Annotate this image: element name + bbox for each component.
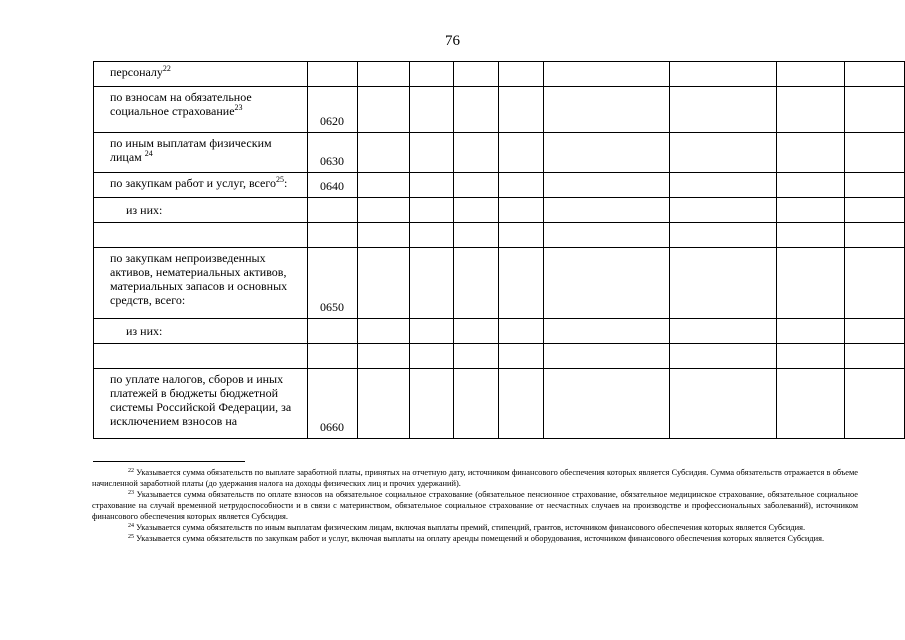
value-cell (410, 248, 454, 319)
footnote-ref: 22 (162, 64, 171, 73)
row-label-text: по закупкам работ и услуг, всего (110, 176, 276, 190)
value-cell (410, 344, 454, 369)
table-body (94, 62, 905, 439)
value-cell (454, 198, 499, 223)
value-cell (454, 87, 499, 133)
footnote (92, 467, 858, 489)
table-row (94, 173, 905, 198)
row-code (308, 198, 358, 223)
value-cell (499, 133, 544, 173)
value-cell (544, 319, 670, 344)
table-row (94, 62, 905, 87)
value-cell (544, 248, 670, 319)
value-cell (670, 344, 777, 369)
row-label-text: по уплате налогов, сборов и иных платежей в бюджеты бюджетной системы Российской Федерации, за исключением взносов на (110, 372, 292, 428)
value-cell (454, 319, 499, 344)
row-code (308, 344, 358, 369)
table-row (94, 87, 905, 133)
row-label (94, 173, 308, 198)
value-cell (670, 319, 777, 344)
row-code: 0640 (308, 173, 358, 198)
value-cell (358, 369, 410, 439)
value-cell (670, 198, 777, 223)
value-cell (845, 133, 905, 173)
footnote-separator (93, 461, 245, 462)
value-cell (544, 369, 670, 439)
footnote-text: Указывается сумма обязательств по закупкам работ и услуг, включая выплаты на оплату аренды помещений и оборудования, источником финансового обеспечения которых является Субсидия. (136, 534, 825, 543)
value-cell (670, 248, 777, 319)
table-row (94, 223, 905, 248)
value-cell (454, 248, 499, 319)
table-row (94, 133, 905, 173)
row-label-text: по взносам на обязательное социальное страхование (110, 90, 252, 118)
row-label-text: по закупкам непроизведенных активов, нематериальных активов, материальных запасов и основных средств, всего: (110, 251, 288, 307)
row-label-text: персоналу (110, 65, 163, 79)
value-cell (845, 198, 905, 223)
value-cell (410, 62, 454, 87)
footnote-number: 22 (128, 468, 134, 474)
table-row (94, 198, 905, 223)
footnote (92, 533, 858, 544)
value-cell (544, 223, 670, 248)
row-label (94, 248, 308, 319)
value-cell (358, 198, 410, 223)
row-label (94, 198, 308, 223)
table-row (94, 369, 905, 439)
row-label-suffix: : (283, 176, 288, 190)
value-cell (499, 62, 544, 87)
value-cell (358, 173, 410, 198)
value-cell (670, 133, 777, 173)
value-cell (454, 133, 499, 173)
value-cell (544, 173, 670, 198)
report-table (93, 61, 905, 439)
value-cell (845, 87, 905, 133)
row-label (94, 223, 308, 248)
row-code (308, 62, 358, 87)
row-label (94, 133, 308, 173)
value-cell (410, 173, 454, 198)
value-cell (777, 248, 845, 319)
footnote-ref: 23 (234, 103, 243, 112)
value-cell (410, 198, 454, 223)
footnote-number: 24 (128, 523, 134, 529)
row-label (94, 319, 308, 344)
value-cell (410, 223, 454, 248)
value-cell (544, 87, 670, 133)
value-cell (777, 223, 845, 248)
row-code: 0660 (308, 369, 358, 439)
value-cell (670, 87, 777, 133)
value-cell (499, 198, 544, 223)
value-cell (410, 87, 454, 133)
value-cell (845, 369, 905, 439)
row-label-text: из них: (126, 203, 163, 217)
value-cell (670, 62, 777, 87)
value-cell (845, 344, 905, 369)
value-cell (777, 173, 845, 198)
value-cell (845, 319, 905, 344)
value-cell (454, 173, 499, 198)
footnote-number: 25 (128, 534, 134, 540)
value-cell (454, 62, 499, 87)
table-row (94, 319, 905, 344)
row-code: 0620 (308, 87, 358, 133)
footnote (92, 522, 858, 533)
value-cell (670, 223, 777, 248)
value-cell (358, 248, 410, 319)
value-cell (499, 369, 544, 439)
row-label-text: из них: (126, 324, 163, 338)
footnotes (92, 467, 858, 544)
table-row (94, 344, 905, 369)
value-cell (544, 344, 670, 369)
value-cell (499, 319, 544, 344)
footnote-text: Указывается сумма обязательств по иным выплатам физическим лицам, включая выплаты премий, стипендий, грантов, источником финансового обеспечения которых является Субсидия. (136, 523, 806, 532)
value-cell (358, 62, 410, 87)
value-cell (499, 223, 544, 248)
value-cell (670, 369, 777, 439)
value-cell (670, 173, 777, 198)
row-label-text: по иным выплатам физическим лицам (110, 136, 272, 164)
row-label (94, 344, 308, 369)
footnote-text: Указывается сумма обязательств по выплате заработной платы, принятых на отчетную дату, источником финансового обеспечения которых является Субсидия. Сумма обязательств отражается в объеме начисленной заработной платы (до удержания налога на доходы физических лиц и прочих удержаний). (92, 468, 859, 488)
value-cell (777, 369, 845, 439)
value-cell (358, 133, 410, 173)
value-cell (777, 87, 845, 133)
value-cell (358, 319, 410, 344)
value-cell (499, 248, 544, 319)
value-cell (410, 133, 454, 173)
value-cell (358, 344, 410, 369)
value-cell (777, 319, 845, 344)
row-label (94, 62, 308, 87)
value-cell (499, 87, 544, 133)
value-cell (845, 62, 905, 87)
value-cell (410, 369, 454, 439)
row-label (94, 87, 308, 133)
footnote-text: Указывается сумма обязательств по оплате взносов на обязательное социальное страхование (обязательное пенсионное страхование, обязательное медицинское страхование, обязательное социальное страхование на случай временной нетрудоспособности и в связи с материнством, обязательное социальное страхование от несчастных случаев на производстве и профессиональных заболеваний), источником финансового обеспечения которых является Субсидия. (92, 490, 859, 521)
value-cell (777, 198, 845, 223)
footnote-ref: 24 (144, 149, 153, 158)
table-row (94, 248, 905, 319)
footnote-number: 23 (128, 490, 134, 496)
value-cell (544, 62, 670, 87)
value-cell (358, 87, 410, 133)
value-cell (410, 319, 454, 344)
row-code: 0650 (308, 248, 358, 319)
footnote (92, 489, 858, 522)
value-cell (777, 62, 845, 87)
row-code: 0630 (308, 133, 358, 173)
value-cell (544, 133, 670, 173)
row-label (94, 369, 308, 439)
value-cell (544, 198, 670, 223)
value-cell (777, 133, 845, 173)
value-cell (845, 173, 905, 198)
value-cell (358, 223, 410, 248)
value-cell (777, 344, 845, 369)
row-code (308, 319, 358, 344)
value-cell (845, 223, 905, 248)
value-cell (499, 344, 544, 369)
value-cell (499, 173, 544, 198)
value-cell (454, 223, 499, 248)
value-cell (845, 248, 905, 319)
page-number: 76 (445, 33, 460, 49)
footnote-ref: 25 (275, 175, 284, 184)
value-cell (454, 369, 499, 439)
row-code (308, 223, 358, 248)
value-cell (454, 344, 499, 369)
